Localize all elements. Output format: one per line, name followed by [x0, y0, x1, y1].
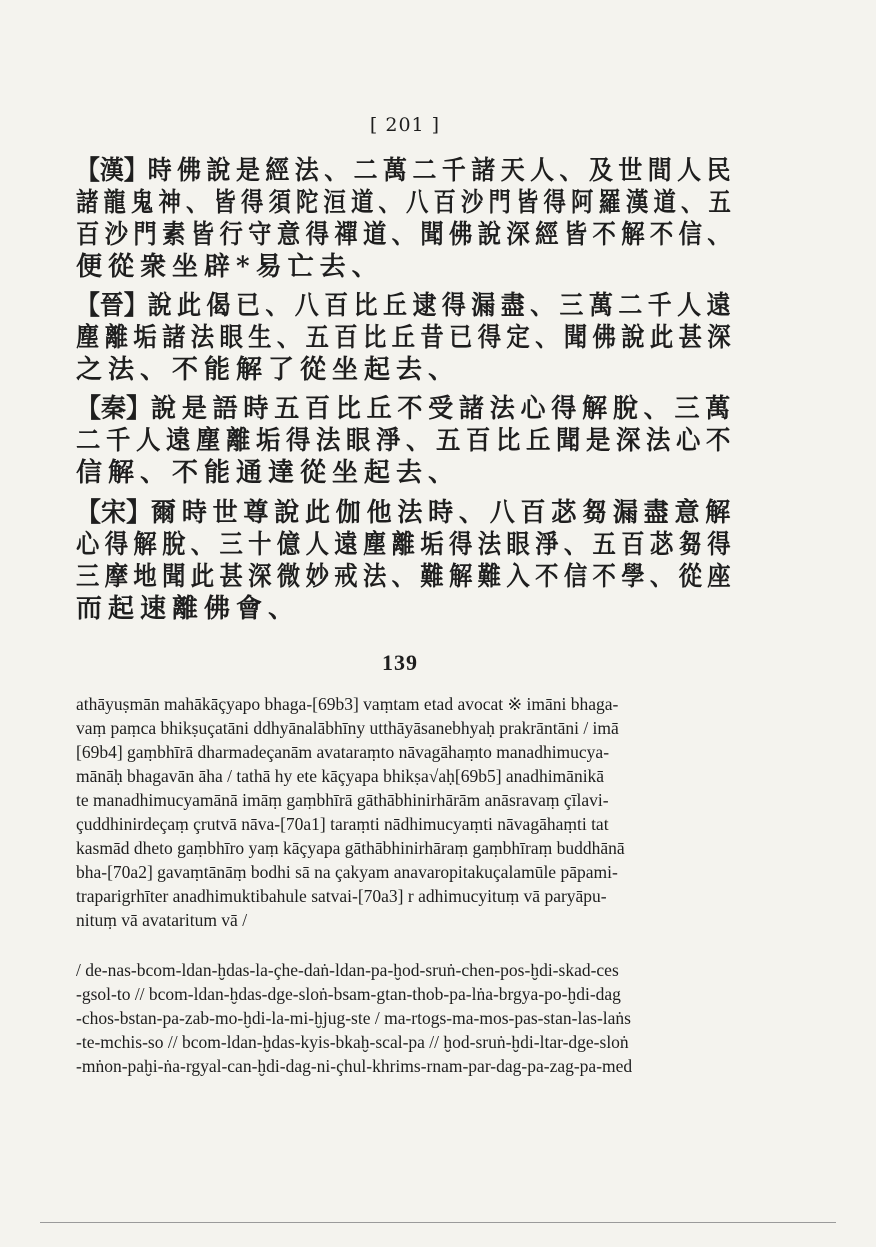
section-tag-song: 【宋】 — [76, 498, 152, 528]
tibetan-line: / de-nas-bcom-ldan-ḫdas-la-çhe-daṅ-ldan-pa-ḫod-sruṅ-chen-pos-ḫdi-skad-ces — [76, 960, 619, 980]
section-number: 139 — [382, 650, 418, 675]
chinese-section-qin — [76, 393, 736, 489]
sanskrit-line: athāyuṣmān mahākāçyapo bhaga-[69b3] vaṃtam etad avocat ※ imāni bhaga- — [76, 694, 619, 714]
sanskrit-line: vaṃ paṃca bhikṣuçatāni ddhyānalābhīny utthāyāsanebhyaḥ prakrāntāni / imā — [76, 718, 619, 738]
tibetan-line: -te-mchis-so // bcom-ldan-ḫdas-kyis-bkaḫ-scal-pa // ḫod-sruṅ-ḫdi-ltar-dge-sloṅ — [76, 1032, 629, 1052]
chinese-section-song — [76, 497, 736, 625]
sanskrit-line: [69b4] gaṃbhīrā dharmadeçanām avataraṃto nāvagāhaṃto manadhimucya- — [76, 742, 610, 762]
tibetan-line: -gsol-to // bcom-ldan-ḫdas-dge-sloṅ-bsam-gtan-thob-pa-lṅa-brgya-po-ḫdi-dag — [76, 984, 621, 1004]
chinese-line: 【晉】說此偈已、八百比丘逮得漏盡、三萬二千人遠 — [76, 291, 737, 321]
chinese-line: 之法、不能解了從坐起去、 — [76, 355, 461, 385]
chinese-line: 諸龍鬼神、皆得須陀洹道、八百沙門皆得阿羅漢道、五 — [76, 188, 737, 218]
sanskrit-line: bha-[70a2] gavaṃtānāṃ bodhi sā na çakyam anavaropitakuçalamūle pāpami- — [76, 862, 618, 882]
sanskrit-line: nituṃ vā avataritum vā / — [76, 910, 248, 930]
chinese-line: 而起速離佛會、 — [76, 594, 301, 624]
sanskrit-line: mānāḥ bhagavān āha / tathā hy ete kāçyapa bhikṣa√aḥ[69b5] anadhimānikā — [76, 766, 605, 786]
tibetan-line: -chos-bstan-pa-zab-mo-ḫdi-la-mi-ḫjug-ste / ma-rtogs-ma-mos-pas-stan-las-laṅs — [76, 1008, 631, 1028]
chinese-line: 二千人遠塵離垢得法眼淨、五百比丘聞是深法心不 — [76, 426, 737, 456]
sanskrit-line: te manadhimucyamānā imāṃ gaṃbhīrā gāthābhinirhārām anāsravaṃ çīlavi- — [76, 790, 609, 810]
chinese-line: 便從衆坐辟*易亡去、 — [76, 252, 384, 282]
chinese-section-han — [76, 155, 736, 283]
chinese-line: 三摩地聞此甚深微妙戒法、難解難入不信不學、從座 — [76, 562, 737, 592]
chinese-line: 心得解脫、三十億人遠塵離垢得法眼淨、五百苾芻得 — [76, 530, 737, 560]
chinese-section-jin — [76, 290, 736, 386]
sanskrit-line: traparigrhīter anadhimuktibahule satvai-[70a3] r adhimucyituṃ vā paryāpu- — [76, 886, 607, 906]
sanskrit-text — [76, 692, 766, 932]
sanskrit-line: çuddhinirdeçaṃ çrutvā nāva-[70a1] taraṃti nādhimucyaṃti nāvagāhaṃti tat — [76, 814, 609, 834]
page-number: [ 201 ] — [369, 114, 441, 136]
chinese-line: 【漢】時佛說是經法、二萬二千諸天人、及世間人民 — [76, 156, 737, 186]
tibetan-text — [76, 958, 766, 1078]
section-tag-qin: 【秦】 — [76, 394, 152, 424]
chinese-line: 【宋】爾時世尊說此伽他法時、八百苾芻漏盡意解 — [76, 498, 737, 528]
tibetan-line: -mṅon-paḫi-ṅa-rgyal-can-ḫdi-dag-ni-çhul-khrims-rnam-par-dag-pa-zag-pa-med — [76, 1056, 633, 1076]
chinese-line: 【秦】說是語時五百比丘不受諸法心得解脫、三萬 — [76, 394, 737, 424]
section-tag-han: 【漢】 — [76, 156, 148, 186]
section-tag-jin: 【晉】 — [76, 291, 148, 321]
chinese-line: 信解、不能通達從坐起去、 — [76, 458, 461, 488]
chinese-line: 百沙門素皆行守意得禪道、聞佛說深經皆不解不信、 — [76, 220, 737, 250]
chinese-line: 塵離垢諸法眼生、五百比丘昔已得定、聞佛說此甚深 — [76, 323, 737, 353]
bottom-rule — [40, 1222, 836, 1223]
sanskrit-line: kasmād dheto gaṃbhīro yaṃ kāçyapa gāthābhinirhāraṃ gaṃbhīraṃ buddhānā — [76, 838, 625, 858]
